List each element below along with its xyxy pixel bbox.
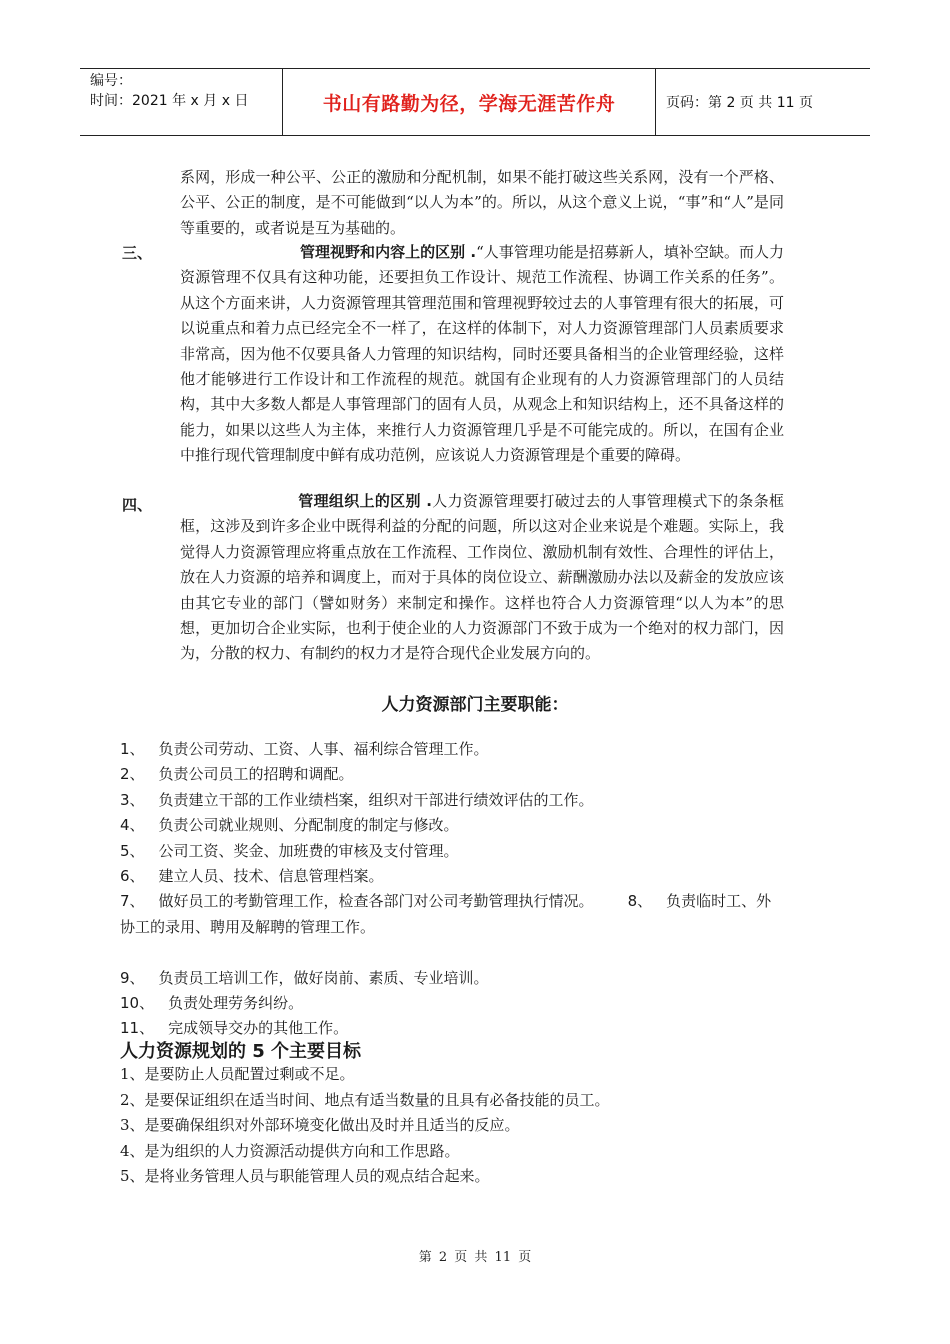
list-item: 6、 建立人员、技术、信息管理档案。	[120, 867, 384, 886]
list-item: 1、是要防止人员配置过剩或不足。	[120, 1065, 355, 1083]
list-item: 4、 负责公司就业规则、分配制度的制定与修改。	[120, 816, 459, 835]
section4-text: 人力资源管理要打破过去的人事管理模式下的条条框框，这涉及到许多企业中既得利益的分配的问题，所以这对企业来说是个难题。实际上，我觉得人力资源管理应将重点放在工作流程、工作岗位、激励机制有效性、合理性的评估上，放在人力资源的培养和调度上，而对于具体的岗位设立、薪酬激励办法以及薪金的发放应该由其它专业的部门（譬如财务）来制定和操作。这样也符合人力资源管理“以人为本”的思想，更加切合企业实际，也利于使企业的人力资源部门不致于成为一个绝对的权力部门，因为，分散的权力、有制约的权力才是符合现代企业发展方向的。	[180, 492, 785, 663]
list-item: 11、 完成领导交办的其他工作。	[120, 1019, 349, 1038]
list-item: 2、 负责公司员工的招聘和调配。	[120, 765, 354, 784]
page-footer: 第 2 页 共 11 页	[418, 1250, 532, 1265]
header-meta	[80, 69, 282, 135]
section4-number: 四、	[122, 496, 153, 514]
section4-title: 管理组织上的区别 .	[298, 492, 432, 510]
list-item: 9、 负责员工培训工作，做好岗前、素质、专业培训。	[120, 968, 489, 987]
header-number-label: 编号：	[90, 73, 132, 89]
list-item: 1、 负责公司劳动、工资、人事、福利综合管理工作。	[120, 740, 489, 758]
header-page-info: 页码：第 2 页 共 11 页	[666, 95, 813, 111]
section3-paragraph	[180, 240, 784, 469]
header-motto: 书山有路勤为径，学海无涯苦作舟	[282, 69, 656, 135]
goals-title: 人力资源规划的 5 个主要目标	[120, 1041, 362, 1062]
list-item: 4、是为组织的人力资源活动提供方向和工作思路。	[120, 1141, 460, 1160]
list-item: 5、 公司工资、奖金、加班费的审核及支付管理。	[120, 841, 459, 860]
functions-title: 人力资源部门主要职能：	[381, 695, 569, 715]
list-item: 10、 负责处理劳务纠纷。	[120, 994, 304, 1013]
section3-text: “人事管理功能是招募新人，填补空缺。而人力资源管理不仅具有这种功能，还要担负工作设计、规范工作流程、协调工作关系的任务”。从这个方面来讲，人力资源管理其管理范围和管理视野较过去的人事管理有很大的拓展，可以说重点和着力点已经完全不一样了，在这样的体制下，对人力资源管理部门人员素质要求非常高，因为他不仅要具备人力管理的知识结构，同时还要具备相当的企业管理经验，这样他才能够进行工作设计和工作流程的规范。就国有企业现有的人力资源管理部门的人员结构，其中大多数人都是人事管理部门的固有人员，从观念上和知识结构上，还不具备这样的能力，如果以这些人为主体，来推行人力资源管理几乎是不可能完成的。所以，在国有企业中推行现代管理制度中鲜有成功范例，应该说人力资源管理是个重要的障碍。	[180, 243, 785, 465]
header-time-label: 时间：2021 年 x 月 x 日	[90, 93, 249, 109]
section3-title: 管理视野和内容上的区别 .	[300, 243, 477, 261]
functions-list	[120, 737, 780, 1042]
page-header	[80, 68, 870, 136]
list-item: 3、 负责建立干部的工作业绩档案，组织对干部进行绩效评估的工作。	[120, 790, 594, 809]
intro-paragraph: 系网，形成一种公平、公正的激励和分配机制，如果不能打破这些关系网，没有一个严格、公平、公正的制度，是不可能做到“以人为本”的。所以，从这个意义上说，“事”和“人”是同等重要的，或者说是互为基础的。	[180, 168, 784, 237]
goals-list	[120, 1062, 800, 1190]
list-item: 5、是将业务管理人员与职能管理人员的观点结合起来。	[120, 1167, 490, 1186]
list-item: 3、是要确保组织对外部环境变化做出及时并且适当的反应。	[120, 1116, 520, 1135]
section4-paragraph	[180, 489, 784, 667]
section3-number: 三、	[122, 244, 153, 262]
list-item: 2、是要保证组织在适当时间、地点有适当数量的且具有必备技能的员工。	[120, 1090, 610, 1109]
list-item: 7、 做好员工的考勤管理工作，检查各部门对公司考勤管理执行情况。 8、 负责临时工、外协工的录用、聘用及解聘的管理工作。	[120, 892, 772, 936]
